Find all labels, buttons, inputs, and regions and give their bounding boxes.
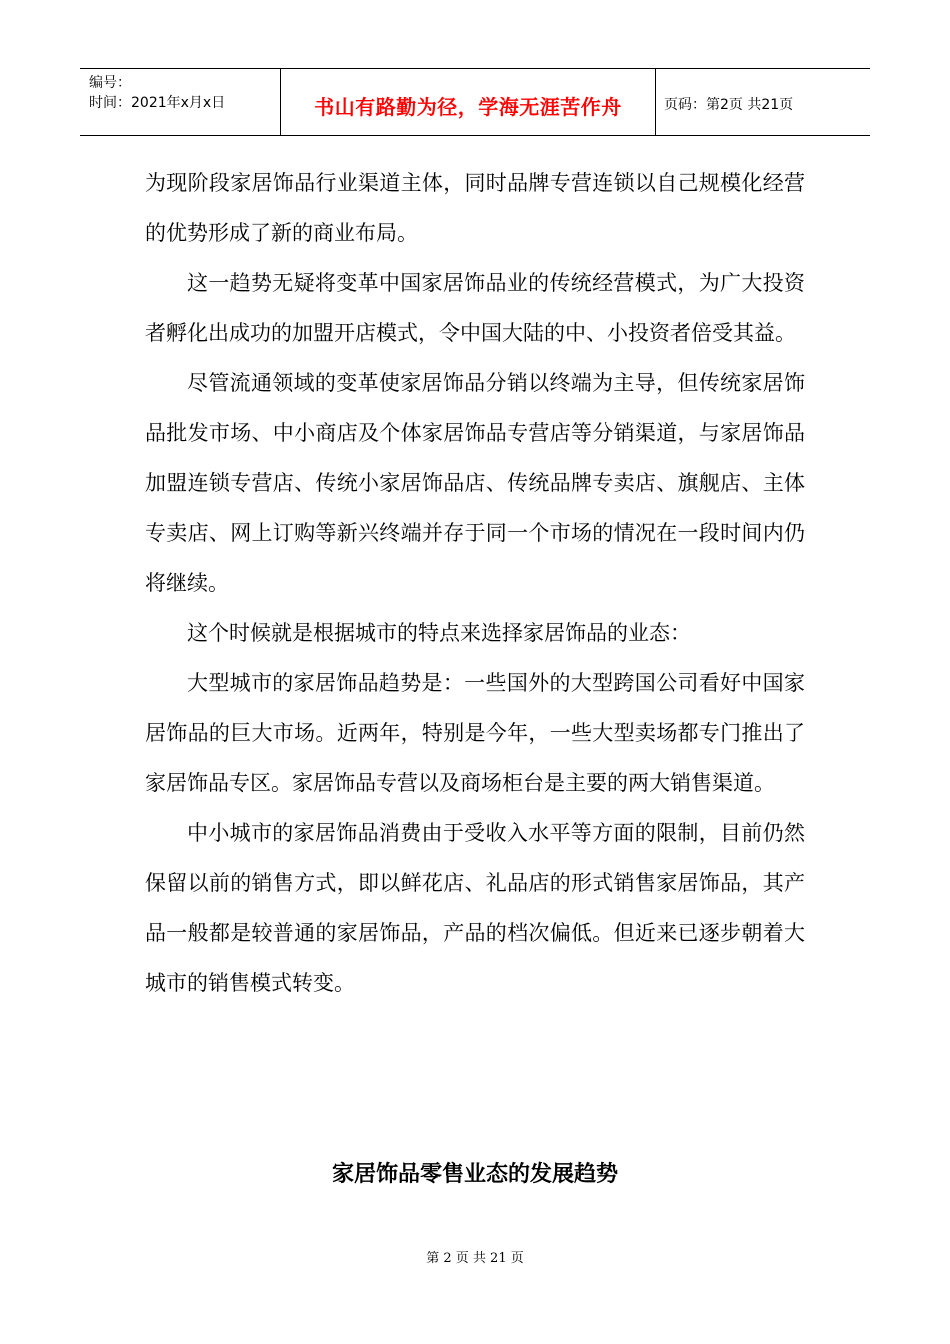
paragraph: 为现阶段家居饰品行业渠道主体，同时品牌专营连锁以自己规模化经营的优势形成了新的商业布局。: [145, 171, 805, 245]
paragraph: 大型城市的家居饰品趋势是：一些国外的大型跨国公司看好中国家居饰品的巨大市场。近两年，特别是今年，一些大型卖场都专门推出了家居饰品专区。家居饰品专营以及商场柜台是主要的两大销售渠道。: [145, 671, 805, 795]
document-body: [145, 158, 805, 1008]
paragraph: 尽管流通领域的变革使家居饰品分销以终端为主导，但传统家居饰品批发市场、中小商店及个体家居饰品专营店等分销渠道，与家居饰品加盟连锁专营店、传统小家居饰品店、传统品牌专卖店、旗舰店、主体专卖店、网上订购等新兴终端并存于同一个市场的情况在一段时间内仍将继续。: [145, 371, 805, 595]
paragraph: 这个时候就是根据城市的特点来选择家居饰品的业态：: [187, 621, 691, 645]
number-label: 编号：: [89, 75, 131, 91]
header-page-code-cell: [656, 69, 870, 135]
page-header: [80, 68, 870, 136]
header-motto-cell: [281, 69, 656, 135]
paragraph: 中小城市的家居饰品消费由于受收入水平等方面的限制，目前仍然保留以前的销售方式，即以鲜花店、礼品店的形式销售家居饰品，其产品一般都是较普通的家居饰品，产品的档次偏低。但近来已逐步朝着大城市的销售模式转变。: [145, 821, 805, 995]
page-code: 页码：第2页 共21页: [664, 97, 794, 113]
section-title: 家居饰品零售业态的发展趋势: [331, 1162, 618, 1187]
header-meta: [80, 69, 281, 135]
motto: 书山有路勤为径，学海无涯苦作舟: [314, 94, 622, 119]
paragraph: 这一趋势无疑将变革中国家居饰品业的传统经营模式，为广大投资者孵化出成功的加盟开店模式，令中国大陆的中、小投资者倍受其益。: [145, 271, 805, 345]
time-label: 时间：2021年x月x日: [89, 95, 226, 111]
page-footer: 第 2 页 共 21 页: [426, 1251, 524, 1266]
